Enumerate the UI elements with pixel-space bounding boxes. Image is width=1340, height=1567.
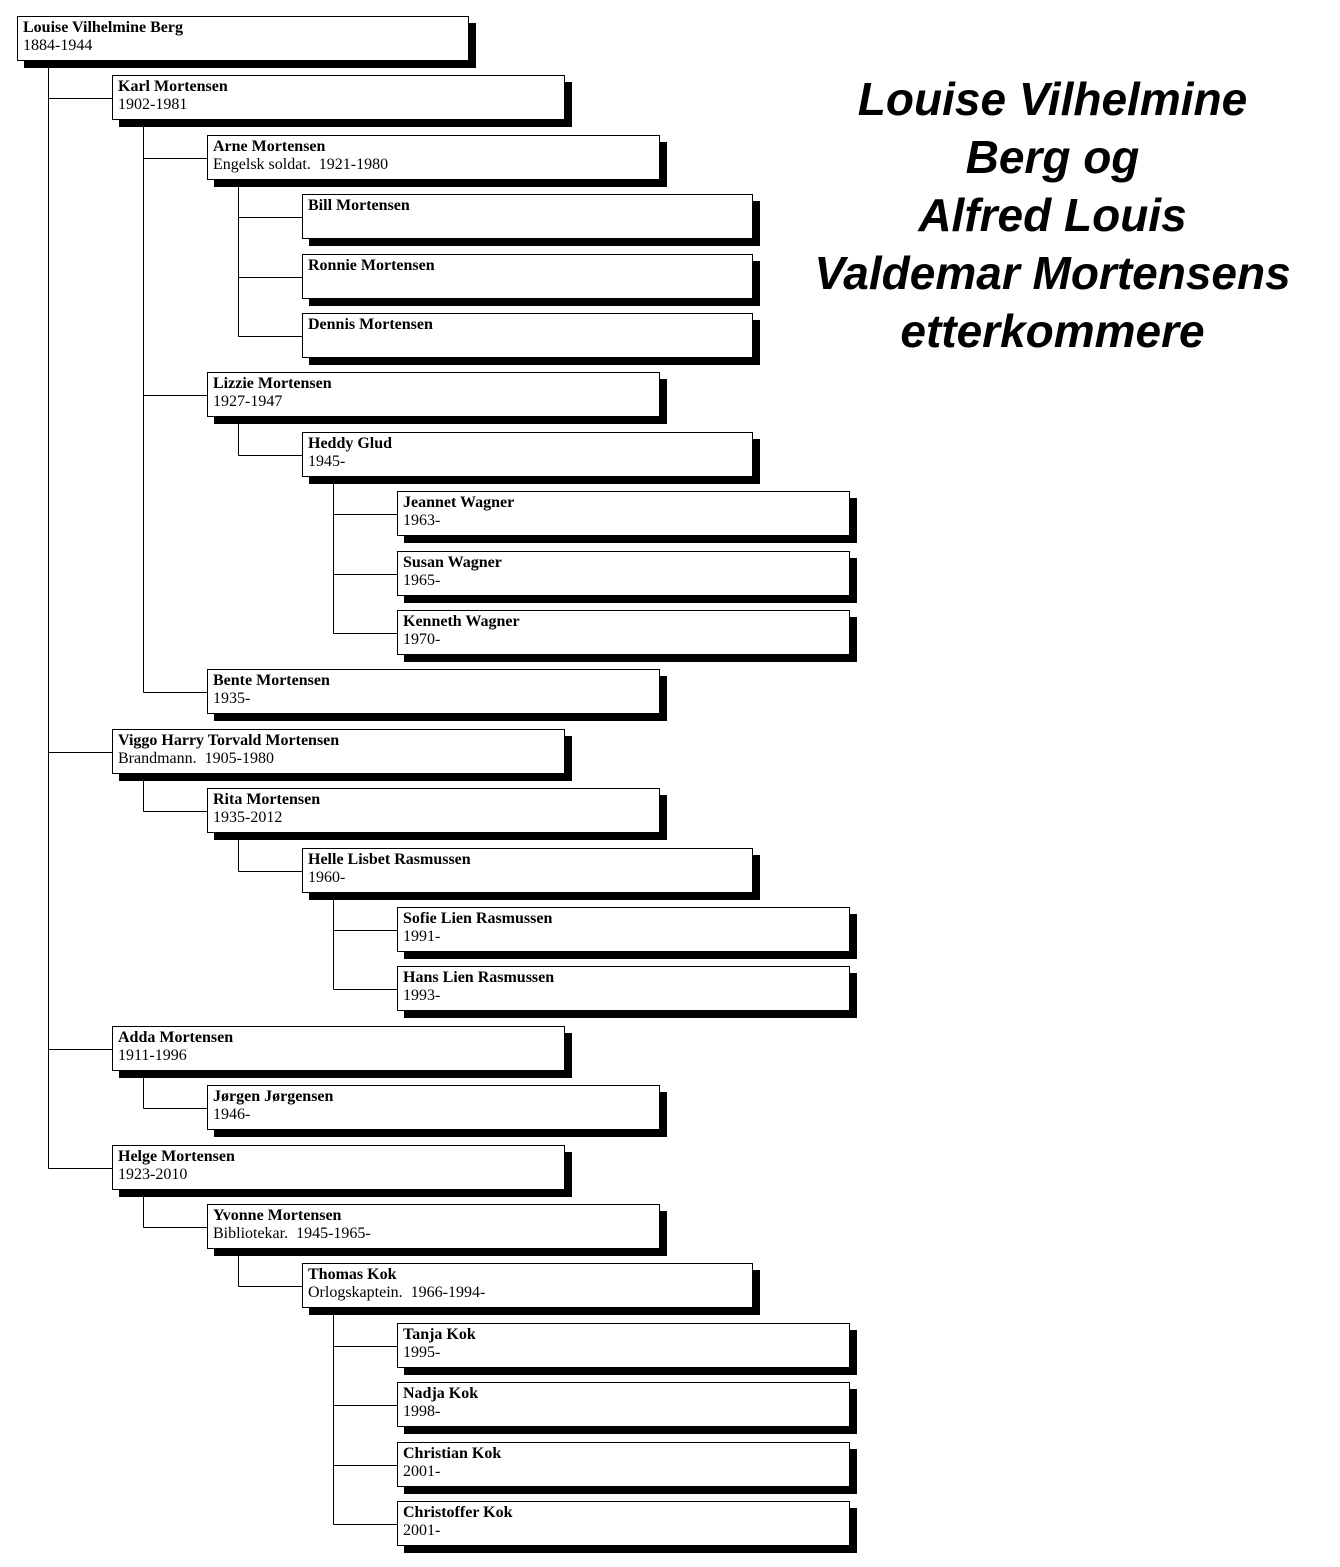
person-name: Helge Mortensen [118, 1148, 235, 1165]
person-info: 1965- [403, 572, 441, 589]
person-info: 1946- [213, 1106, 251, 1123]
person-node-helle-lisbet-rasmussen [302, 848, 753, 893]
person-info: 1884-1944 [23, 37, 93, 54]
person-name: Sofie Lien Rasmussen [403, 910, 553, 927]
person-name: Hans Lien Rasmussen [403, 969, 555, 986]
person-node-viggo-harry-torvald-mortensen [112, 729, 565, 774]
person-node-ronnie-mortensen [302, 254, 753, 299]
person-name: Karl Mortensen [118, 78, 228, 95]
person-info: 1970- [403, 631, 441, 648]
title-line: Valdemar Mortensens [814, 247, 1291, 299]
person-info: 2001- [403, 1463, 441, 1480]
title-line: Alfred Louis [918, 189, 1187, 241]
person-node-bill-mortensen [302, 194, 753, 239]
person-node-arne-mortensen [207, 135, 660, 180]
person-info: 1993- [403, 987, 441, 1004]
person-name: Tanja Kok [403, 1326, 476, 1343]
title-line: etterkommere [900, 305, 1205, 357]
person-info: 1963- [403, 512, 441, 529]
person-node-heddy-glud [302, 432, 753, 477]
person-info: 1995- [403, 1344, 441, 1361]
person-node-christian-kok [397, 1442, 850, 1487]
person-info: 1998- [403, 1403, 441, 1420]
person-node-dennis-mortensen [302, 313, 753, 358]
person-name: Jeannet Wagner [403, 494, 515, 511]
person-name: Rita Mortensen [213, 791, 321, 808]
person-name: Jørgen Jørgensen [213, 1088, 334, 1105]
person-node-adda-mortensen [112, 1026, 565, 1071]
title-line: Louise Vilhelmine [857, 73, 1248, 125]
person-info: 2001- [403, 1522, 441, 1539]
person-node-hans-lien-rasmussen [397, 966, 850, 1011]
person-node-yvonne-mortensen [207, 1204, 660, 1249]
person-node-nadja-kok [397, 1382, 850, 1427]
person-node-jeannet-wagner [397, 491, 850, 536]
person-info: 1927-1947 [213, 393, 283, 410]
person-info: 1923-2010 [118, 1166, 188, 1183]
person-info: Orlogskaptein. 1966-1994- [308, 1284, 486, 1301]
person-info: 1911-1996 [118, 1047, 187, 1064]
person-name: Arne Mortensen [213, 138, 326, 155]
person-name: Thomas Kok [308, 1266, 397, 1283]
person-name: Susan Wagner [403, 554, 502, 571]
person-node-kenneth-wagner [397, 610, 850, 655]
person-info: 1935- [213, 690, 251, 707]
person-name: Heddy Glud [308, 435, 393, 452]
person-node-christoffer-kok [397, 1501, 850, 1546]
person-node-lizzie-mortensen [207, 372, 660, 417]
person-node-thomas-kok [302, 1263, 753, 1308]
person-node-louise-vilhelmine-berg [17, 16, 469, 61]
person-info: Brandmann. 1905-1980 [118, 750, 274, 767]
person-name: Bill Mortensen [308, 197, 410, 214]
person-name: Bente Mortensen [213, 672, 330, 689]
person-name: Christian Kok [403, 1445, 502, 1462]
person-info: 1902-1981 [118, 96, 188, 113]
person-name: Adda Mortensen [118, 1029, 234, 1046]
person-node-bente-mortensen [207, 669, 660, 714]
person-node-karl-mortensen [112, 75, 565, 120]
person-info: Engelsk soldat. 1921-1980 [213, 156, 389, 173]
person-name: Helle Lisbet Rasmussen [308, 851, 471, 868]
person-name: Kenneth Wagner [403, 613, 520, 630]
title-line: Berg og [965, 131, 1140, 183]
person-info: 1960- [308, 869, 346, 886]
person-node-susan-wagner [397, 551, 850, 596]
person-info: 1935-2012 [213, 809, 283, 826]
person-name: Yvonne Mortensen [213, 1207, 342, 1224]
person-name: Viggo Harry Torvald Mortensen [118, 732, 340, 749]
person-info: Bibliotekar. 1945-1965- [213, 1225, 371, 1242]
person-name: Ronnie Mortensen [308, 257, 435, 274]
person-name: Lizzie Mortensen [213, 375, 332, 392]
person-node-helge-mortensen [112, 1145, 565, 1190]
chart-title [780, 70, 1325, 360]
person-name: Christoffer Kok [403, 1504, 513, 1521]
person-info: 1945- [308, 453, 346, 470]
person-name: Dennis Mortensen [308, 316, 433, 333]
person-name: Louise Vilhelmine Berg [23, 19, 183, 36]
person-node-rita-mortensen [207, 788, 660, 833]
person-name: Nadja Kok [403, 1385, 479, 1402]
person-node-sofie-lien-rasmussen [397, 907, 850, 952]
person-info: 1991- [403, 928, 441, 945]
person-node-tanja-kok [397, 1323, 850, 1368]
person-node-jorgen-jorgensen [207, 1085, 660, 1130]
